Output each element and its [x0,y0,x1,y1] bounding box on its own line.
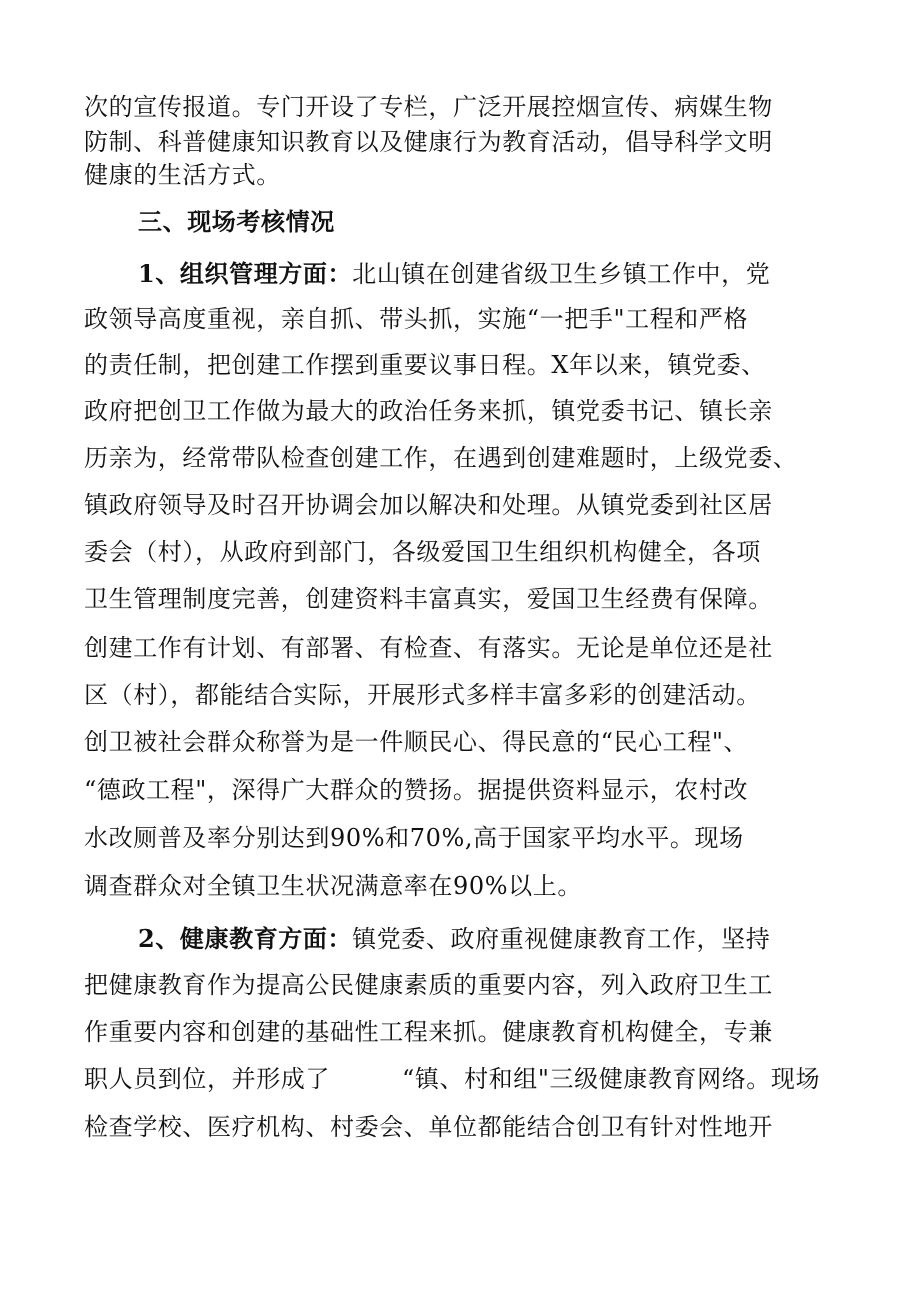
item-heading: 1、组织管理方面： [138,259,353,288]
intro-line: 健康的生活方式。 [84,161,281,189]
paragraph-text: 北山镇在创建省级卫生乡镇工作中，党 [352,260,771,288]
paragraph-line: 委会（村），从政府到部门，各级爱国卫生组织机构健全，各项 [84,538,761,566]
paragraph-text: “镇、村和组"三级健康教育网络。现场 [402,1065,821,1093]
section-heading: 三、现场考核情况 [138,207,335,236]
item-heading: 2、健康教育方面： [138,924,353,953]
paragraph-line: 的责任制，把创建工作摆到重要议事日程。X年以来，镇党委、 [84,351,766,379]
paragraph-first-line [138,259,770,289]
paragraph-line: 把健康教育作为提高公民健康素质的重要内容，列入政府卫生工 [84,971,773,999]
paragraph-line: 检查学校、医疗机构、村委会、单位都能结合创卫有针对性地开 [84,1113,773,1141]
paragraph-line: 调查群众对全镇卫生状况满意率在90%以上。 [84,872,582,900]
paragraph-line: 创建工作有计划、有部署、有检查、有落实。无论是单位还是社 [84,634,773,662]
paragraph-line: 历亲为，经常带队检查创建工作，在遇到创建难题时，上级党委、 [84,444,798,472]
paragraph-text: 镇党委、政府重视健康教育工作，坚持 [352,925,771,953]
intro-line: 次的宣传报道。专门开设了专栏，广泛开展控烟宣传、病媒生物 [84,93,773,121]
intro-line: 防制、科普健康知识教育以及健康行为教育活动，倡导科学文明 [84,128,773,156]
paragraph-line: 镇政府领导及时召开协调会加以解决和处理。从镇党委到社区居 [84,491,773,519]
paragraph-line: 政领导高度重视，亲自抓、带头抓，实施“一把手"工程和严格 [84,305,749,333]
paragraph-line: “德政工程"，深得广大群众的赞扬。据提供资料显示，农村改 [84,776,749,804]
paragraph-line: 作重要内容和创建的基础性工程来抓。健康教育机构健全，专兼 [84,1018,773,1046]
paragraph-line: 政府把创卫工作做为最大的政治任务来抓，镇党委书记、镇长亲 [84,397,773,425]
paragraph-line: 卫生管理制度完善，创建资料丰富真实，爱国卫生经费有保障。 [84,585,773,613]
paragraph-text: 职人员到位，并形成了 [84,1065,330,1093]
paragraph-first-line [138,924,770,954]
paragraph-line: 区（村），都能结合实际，开展形式多样丰富多彩的创建活动。 [84,681,761,709]
paragraph-line [84,1064,820,1094]
paragraph-line: 创卫被社会群众称誉为是一件顺民心、得民意的“民心工程"、 [84,728,749,756]
paragraph-line: 水改厕普及率分别达到90%和70%,高于国家平均水平。现场 [84,824,744,852]
